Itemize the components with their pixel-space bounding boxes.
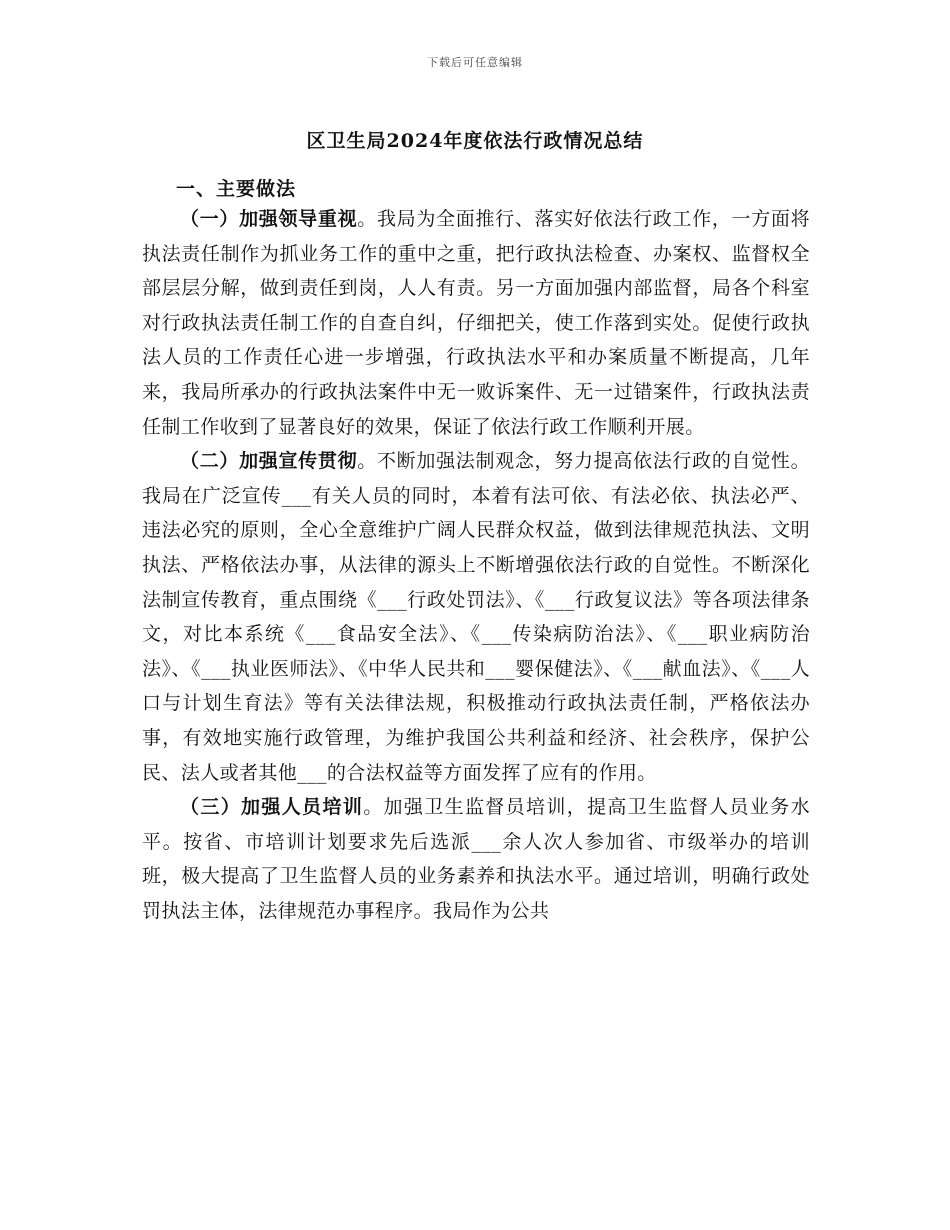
- paragraph-2: [142, 444, 810, 790]
- paragraph-heading: （二）加强宣传贯彻: [180, 450, 358, 473]
- paragraph-text: 。加强卫生监督员培训，提高卫生监督人员业务水平。按省、市培训计划要求先后选派___余人次人参加省、市级举办的培训班，极大提高了卫生监督人员的业务素养和执法水平。通过培训，明确行政处罚执法主体，法律规范办事程序。我局作为公共: [142, 796, 810, 922]
- paragraph-text: 。我局为全面推行、落实好依法行政工作，一方面将执法责任制作为抓业务工作的重中之重，把行政执法检查、办案权、监督权全部层层分解，做到责任到岗，人人有责。另一方面加强内部监督，局各个科室对行政执法责任制工作的自查自纠，仔细把关，使工作落到实处。促使行政执法人员的工作责任心进一步增强，行政执法水平和办案质量不断提高，几年来，我局所承办的行政执法案件中无一败诉案件、无一过错案件，行政执法责任制工作收到了显著良好的效果，保证了依法行政工作顺利开展。: [142, 208, 811, 438]
- paragraph-text: 。不断加强法制观念，努力提高依法行政的自觉性。我局在广泛宣传___有关人员的同时，本着有法可依、有法必依、执法必严、违法必究的原则，全心全意维护广阔人民群众权益，做到法律规范执法、文明执法、严格依法办事，从法律的源头上不断增强依法行政的自觉性。不断深化法制宣传教育，重点围绕《___行政处罚法》、《___行政复议法》等各项法律条文，对比本系统《___食品安全法》、《___传染病防治法》、《___职业病防治法》、《___执业医师法》、《中华人民共和___婴保健法》、《___献血法》、《___人口与计划生育法》等有关法律法规，积极推动行政执法责任制，严格依法办事，有效地实施行政管理，为维护我国公共利益和经济、社会秩序，保护公民、法人或者其他___的合法权益等方面发挥了应有的作用。: [142, 450, 811, 784]
- section-heading: 一、主要做法: [176, 178, 297, 200]
- paragraph-3: [142, 790, 810, 928]
- page-header-note: 下载后可任意编辑: [427, 56, 523, 69]
- document-body: [142, 202, 810, 928]
- paragraph-1: [142, 202, 810, 444]
- paragraph-heading: （三）加强人员培训: [180, 796, 364, 819]
- document-title: 区卫生局2024年度依法行政情况总结: [306, 130, 644, 152]
- paragraph-heading: （一）加强领导重视: [180, 208, 358, 230]
